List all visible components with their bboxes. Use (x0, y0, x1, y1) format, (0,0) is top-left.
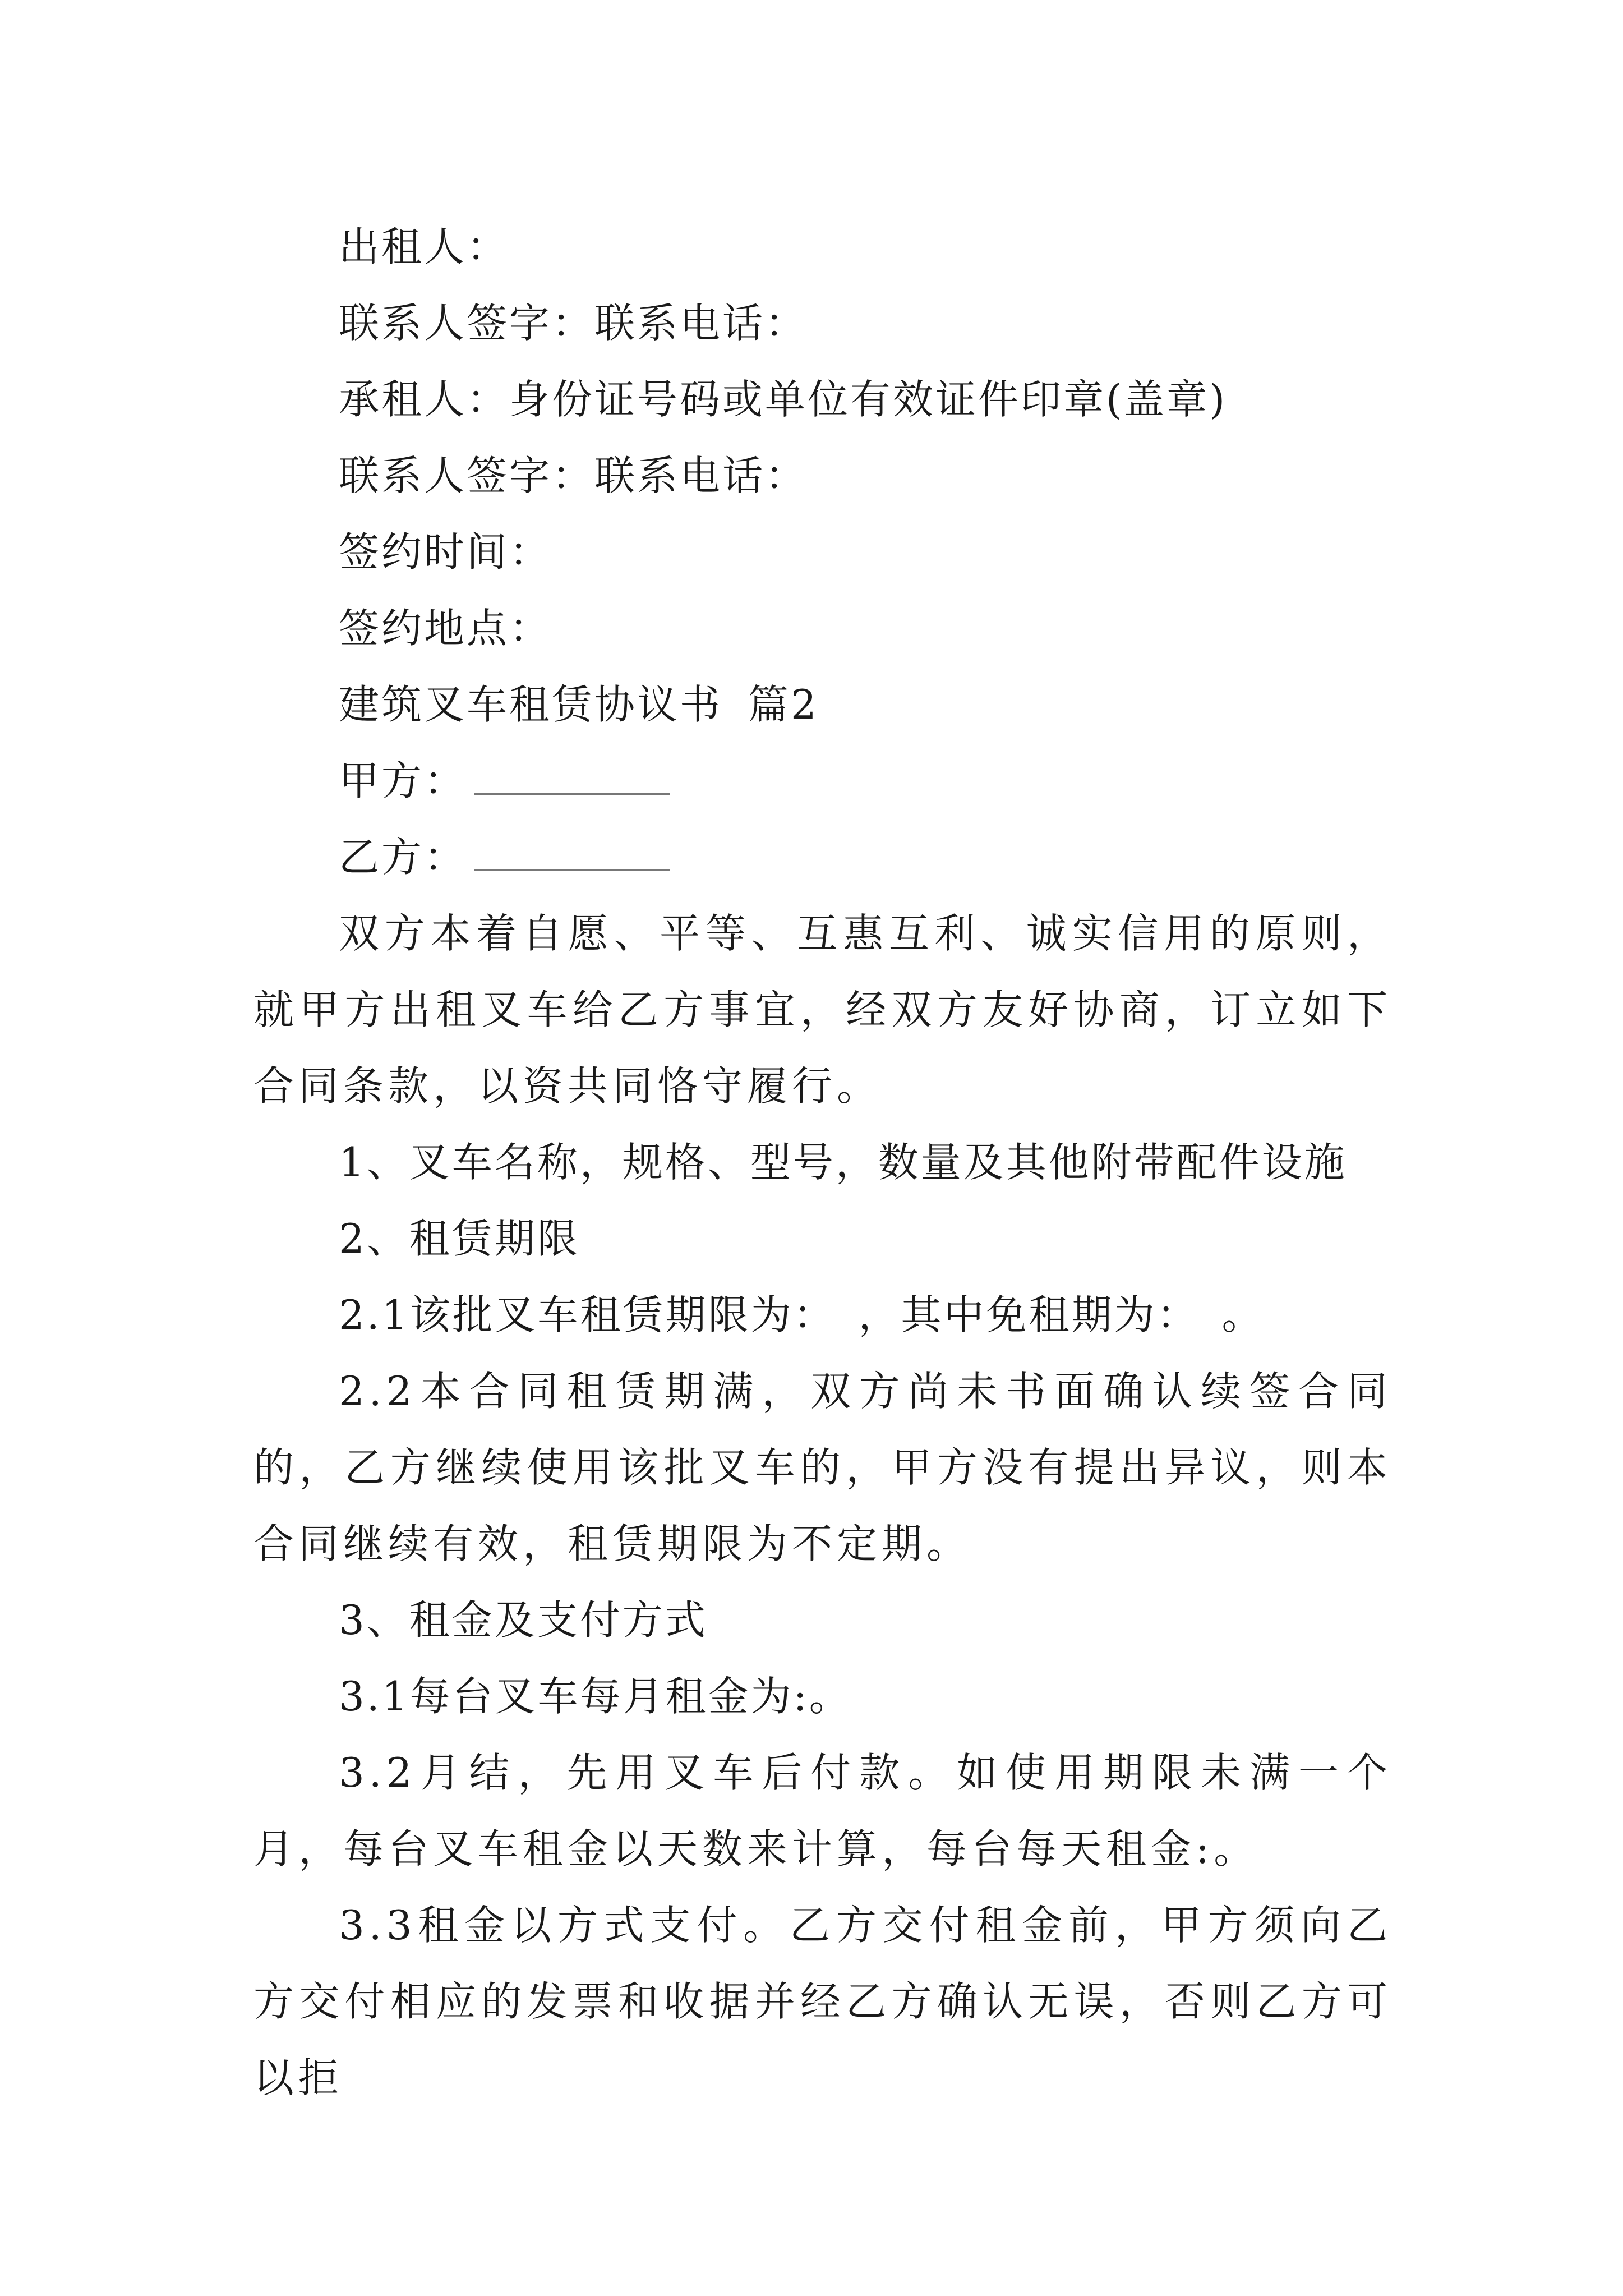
clause-3-heading: 3、租金及支付方式 (339, 1596, 708, 1644)
clause-2-1: 2.1该批叉车租赁期限为： ，其中免租期为： 。 (339, 1291, 1265, 1338)
clause-3-1: 3.1每台叉车每月租金为:。 (339, 1673, 852, 1720)
clause-2-heading: 2、租赁期限 (339, 1215, 580, 1262)
signing-place-line: 签约地点： (339, 605, 552, 652)
clause-1: 1、叉车名称，规格、型号，数量及其他附带配件设施 (339, 1139, 1347, 1186)
lessee-contact-line: 联系人签字：联系电话： (339, 452, 808, 499)
section-title: 建筑叉车租赁协议书 (339, 681, 723, 728)
party-b-blank (474, 836, 670, 871)
clause-3-3: 3.3租金以方式支付。乙方交付租金前，甲方须向乙方交付相应的发票和收据并经乙方确认无误，否则乙方可以拒 (253, 1902, 1392, 2101)
document-body (253, 209, 1392, 2116)
party-a-blank (474, 760, 670, 795)
party-a-line (253, 743, 1392, 819)
party-b-label: 乙方： (339, 834, 467, 881)
lessor-line: 出租人： (339, 223, 510, 270)
section-heading (253, 666, 1392, 743)
party-b-line (253, 819, 1392, 895)
clause-3-2: 3.2月结，先用叉车后付款。如使用期限未满一个月，每台叉车租金以天数来计算，每台每天租金:。 (253, 1749, 1392, 1872)
signing-time-line: 签约时间： (339, 528, 552, 576)
clause-2-2: 2.2本合同租赁期满，双方尚未书面确认续签合同的，乙方继续使用该批叉车的，甲方没有提出异议，则本合同继续有效，租赁期限为不定期。 (253, 1368, 1392, 1567)
lessor-contact-line: 联系人签字：联系电话： (339, 300, 808, 347)
lessee-line: 承租人：身份证号码或单位有效证件印章(盖章) (339, 376, 1228, 423)
intro-paragraph: 双方本着自愿、平等、互惠互利、诚实信用的原则，就甲方出租叉车给乙方事宜，经双方友好协商，订立如下合同条款，以资共同恪守履行。 (253, 910, 1392, 1110)
section-label: 篇2 (748, 681, 819, 728)
party-a-label: 甲方： (339, 757, 467, 804)
